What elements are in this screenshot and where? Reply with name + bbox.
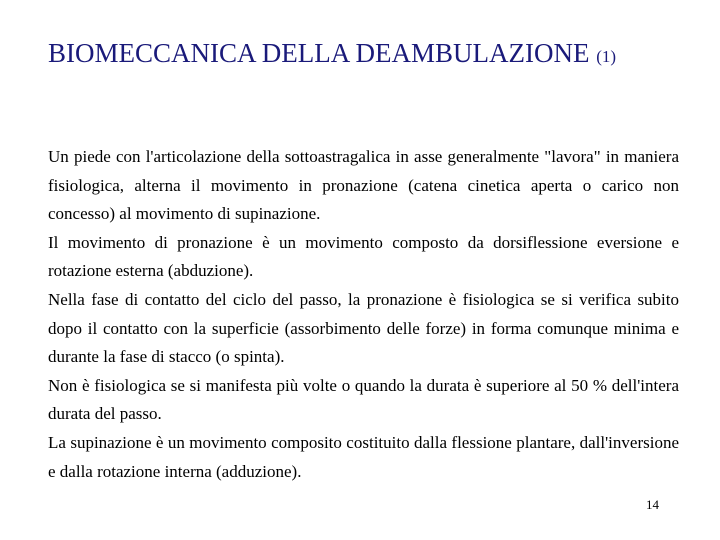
paragraph-pronation-supination: Un piede con l'articolazione della sottoastragalica in asse generalmente "lavora" in maniera fisiologica, alterna il movimento in pronazione (catena cinetica aperta o carico non concesso) al movimento di supinazione.	[48, 147, 679, 224]
slide-title	[48, 38, 616, 69]
slide-body	[48, 143, 679, 486]
paragraph-pronation-definition: Il movimento di pronazione è un movimento composto da dorsiflessione eversione e rotazione esterna (abduzione).	[48, 232, 679, 281]
paragraph-supination-definition: La supinazione è un movimento composito costituito dalla flessione plantare, dall'inversione e dalla rotazione interna (adduzione).	[48, 432, 679, 481]
slide-title-suffix: (1)	[596, 47, 617, 66]
paragraph-non-physiological: Non è fisiologica se si manifesta più volte o quando la durata è superiore al 50 % dell'intera durata del passo.	[48, 375, 679, 424]
paragraph-contact-phase: Nella fase di contatto del ciclo del passo, la pronazione è fisiologica se si verifica subito dopo il contatto con la superficie (assorbimento delle forze) in forma comunque minima e durante la fase di stacco (o spinta).	[48, 289, 679, 367]
slide-title-text: BIOMECCANICA DELLA DEAMBULAZIONE	[48, 38, 590, 68]
page-number: 14	[646, 497, 659, 512]
